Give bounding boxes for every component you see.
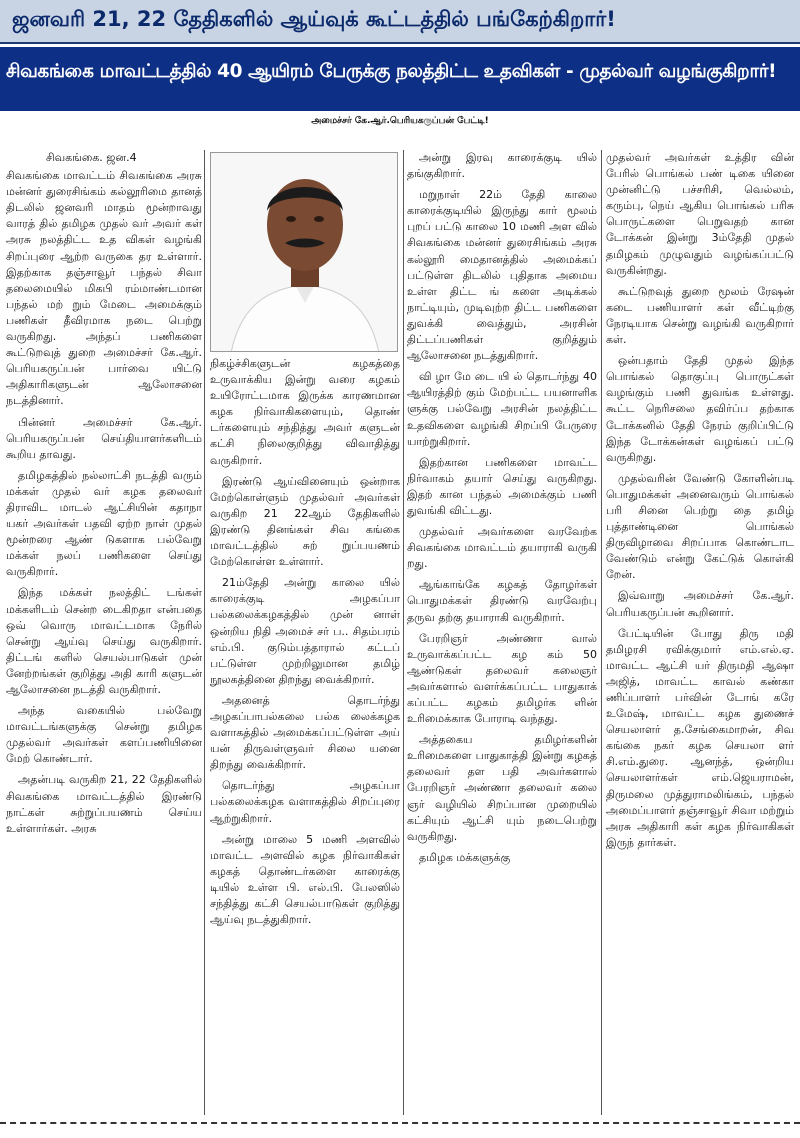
article-column-2 xyxy=(210,356,400,1116)
paragraph: இவ்வாறு அமைச்சர் கே.ஆர். பெரியகருப்பன் கூறினார். xyxy=(606,589,794,619)
paragraph: நிகழ்ச்சிகளுடன் கழகத்தை உருவாக்கிய இன்று வரை கழகம் உயிரோட்டமாக இருக்க காரணமான கழக நிர்வாகிகளையும், தொண் டர்களையும் சந்தித்து அவர் களுடன் கட்சி நிலைகுறித்து விவாதித்து வருகிறார். xyxy=(210,357,400,467)
paragraph: தமிழகத்தில் நல்லாட்சி நடத்தி வரும் மக்கள் முதல் வர் கழக தலைவர் திராவிட மாடல் ஆட்சியின் கதாநா யகர் அவர்கள் பதவி ஏற்ற நாள் முதல் மூன்றரை ஆண் டுகளாக பல்வேறு மக்கள் நலப் பணிகளை செய்து வருகிறார். xyxy=(6,468,202,579)
subheadline: அமைச்சர் கே.ஆர்.பெரியகருப்பன் பேட்டி! xyxy=(311,116,489,126)
kicker-banner xyxy=(0,0,800,44)
paragraph: பேட்டியின் போது திரு மதி தமிழரசி ரவிக்குமார் எம்.எல்.ஏ. மாவட்ட ஆட்சி யர் திருமதி ஆஷா அஜித், மாவட்ட காவல் கண்கா ணிப்பாளர் பர்வின் டோங் கரே உமேஷ், மாவட்ட கழக துணைச் செயலாளர் த.சேங்கைமாறன், சிவ கங்கை நகர் கழக செயலா ளர் சி.எம்.துரை. ஆனந்த், ஒன்றிய செயலாளர்கள் எம்.ஜெயராமன், திருமலை முத்துராமலிங்கம், பந்தல் அமைப்பாளர் தஞ்சாவூர் சிவா மற்றும் அரசு அதிகாரி கள் கழக நிர்வாகிகள் இருந் தார்கள். xyxy=(606,626,794,849)
paragraph: அன்று இரவு காரைக்குடி யில் தங்குகிறார். xyxy=(407,151,597,181)
column-rule xyxy=(403,150,404,1115)
portrait-image xyxy=(211,153,398,352)
paragraph: இதற்கான பணிகளை மாவட்ட நிர்வாகம் தயார் செய்து வருகிறது. இதற் கான பந்தல் அமைக்கும் பணி துவங்கி விட்டது. xyxy=(407,455,597,517)
kicker-text: ஜனவரி 21, 22 தேதிகளில் ஆய்வுக் கூட்டத்தில் பங்கேற்கிறார்! xyxy=(12,7,616,31)
paragraph: இரண்டு ஆய்வினையும் ஒன்றாக மேற்கொள்ளும் முதல்வர் அவர்கள் வருகிற 21 22ஆம் தேதிகளில் இரண்டு தினங்கள் சிவ கங்கை மாவட்டத்தில் சுற் றுப்பயணம் மேற்கொள்ள உள்ளார். xyxy=(210,474,400,569)
article-column-1 xyxy=(6,150,202,1115)
column-rule xyxy=(204,150,205,1115)
paragraph: அன்று மாலை 5 மணி அளவில் மாவட்ட அளவில் கழக நிர்வாகிகள் கழகத் தொண்டர்களை காரைக்கு டியில் உள்ள பி. எல்.பி. பேலஸில் சந்தித்து கட்சி செயல்பாடுகள் குறித்து ஆய்வு நடத்துகிறார். xyxy=(210,832,400,927)
paragraph: வி ழா மே டை யி ல் தொடர்ந்து 40 ஆயிரத்திற் கும் மேற்பட்ட பயனாளிக ளுக்கு பல்வேறு அரசின் நலத்திட்ட உதவிகளை வழங்கி சிறப்பி பேருரை யாற்றுகிறார். xyxy=(407,370,597,448)
paragraph: அதன்படி வருகிற 21, 22 தேதிகளில் சிவகங்கை மாவட்டத்தில் இரண்டு நாட்கள் சுற்றுப்பயணம் செய்ய உள்ளார்கள். அரசு xyxy=(6,773,202,835)
headline-text: சிவகங்கை மாவட்டத்தில் 40 ஆயிரம் பேருக்கு நலத்திட்ட உதவிகள் - முதல்வர் வழங்குகிறார்! xyxy=(6,61,777,82)
paragraph: தமிழக மக்களுக்கு xyxy=(419,850,511,864)
paragraph: அந்த வகையில் பல்வேறு மாவட்டங்களுக்கு சென்று தமிழக முதல்வர் அவர்கள் களப்பணியினை மேற் கொண்டார். xyxy=(6,704,202,766)
paragraph: முதல்வர் அவர்கள் உத்திர வின் பேரில் பொங்கல் பண் டிகை யினை முன்னிட்டு பச்சரிசி, வெல்லம், கரும்பு, நெய் ஆகிய பொங்கல் பரிசு பொருட்களை பெறுவதற் கான டோக்கன் இன்று 3ம்தேதி முதல் தமிழகம் முழுவதும் வழங்கப்பட்டு வருகின்றது. xyxy=(606,151,794,277)
paragraph: முதல்வர் அவர்களை வரவேற்க சிவகங்கை மாவட்டம் தயாராகி வருகி றது. xyxy=(407,525,597,571)
paragraph: மறுநாள் 22ம் தேதி காலை காரைக்குடியில் இருந்து கார் மூலம் புறப் பட்டு காலை 10 மணி அள வில் சிவகங்கை மன்னர் துரைசிங்கம் அரசு கல்லூரி மைதானத்தில் அமைக்கப் பட்டுள்ள திடலில் புதிதாக அமைய உள்ள திட்ட ங் களை அடிக்கல் நாட்டியும், முடிவுற்ற திட்ட பணிகளை துவக்கி வைத்தும், அரசின் திட்டப்பணிகள் குறித்தும் ஆலோசனை நடத்துகிறார். xyxy=(407,188,597,363)
dateline: சிவகங்கை. ஜன.4 xyxy=(46,151,137,164)
paragraph: பேரறிஞர் அண்ணா வால் உருவாக்கப்பட்ட கழ கம் 50 ஆண்டுகள் தலைவர் கலைஞர் அவர்களால் வளர்க்கப்பட்ட பாதுகாக் கப்பட்ட கழகம் தமிழர்க ளின் உரிமைக்காக போராடி வந்தது. xyxy=(407,631,597,726)
article-column-3 xyxy=(407,150,597,1115)
paragraph: முதல்வரின் வேண்டு கோளின்படி பொதுமக்கள் அனைவரும் பொங்கல் பரி சினை பெற்று தை தமிழ் புத்தாண்டினை பொங்கல் திருவிழாவை சிறப்பாக கொண்டாட வேண்டும் என்று கேட்டுக் கொள்கி றேன். xyxy=(606,471,794,582)
paragraph: பின்னர் அமைச்சர் கே.ஆர். பெரியகருப்பன் செய்தியாளர்களிடம் கூறிய தாவது. xyxy=(6,415,202,461)
paragraph: ஆங்காங்கே கழகத் தோழர்கள் பொதுமக்கள் திரண்டு வரவேற்பு தருவ தற்கு தயாராகி வருகிறார். xyxy=(407,578,597,624)
paragraph: அதனைத் தொடர்ந்து அழகப்பாபல்கலை பல்க லைக்கழக வளாகத்தில் அமைக்கப்பட்டுள்ள அய் யன் திருவள்ளுவர் சிலை யனை திறந்து வைக்கிறார். xyxy=(210,693,400,772)
paragraph: ஒன்பதாம் தேதி முதல் இந்த பொங்கல் தொகுப்பு பொருட்கள் வழங்கும் பணி துவங்க உள்ளது. கூட்ட நெரிசலை தவிர்ப்ப தற்காக டோக்கனில் தேதி நேரம் குறிப்பிட்டு இந்த டோக்கன்கள் வழங்கப் பட்டு வருகிறது. xyxy=(606,354,794,464)
cut-line xyxy=(0,1122,800,1124)
article-column-4 xyxy=(606,150,794,1115)
paragraph: தொடர்ந்து அழகப்பா பல்கலைக்கழக வளாகத்தில் சிறப்புரை ஆற்றுகிறார். xyxy=(210,779,400,825)
paragraph: 21ம்தேதி அன்று காலை யில் காரைக்குடி அழகப்பா பல்கலைக்கழகத்தில் முன் னாள் ஒன்றிய நிதி அமைச் சர் ப.. சிதம்பரம் எம்.பி. குடும்பத்தாரால் கட்டப் பட்டுள்ள முற்றிலுமான தமிழ் நூலகத்தினை திறந்து வைக்கிறார். xyxy=(210,576,400,686)
paragraph: கூட்டுறவுத் துறை மூலம் ரேஷன் கடை பணியாளர் கள் வீட்டிற்கு நேரடியாக சென்று வழங்கி வருகிறார் கள். xyxy=(606,284,794,347)
paragraph: இந்த மக்கள் நலத்திட் டங்கள் மக்களிடம் சென்ற டைகிறதா என்பதை ஒவ் வொரு மாவட்டமாக நேரில் சென்று ஆய்வு செய்து வருகிறார். திட்டங் களில் செயல்பாடுகள் முன் னேற்றங்கள் குறித்து அதி காரி களுடன் ஆலோசனை நடத்தி வருகிறார். xyxy=(6,586,202,696)
paragraph: சிவகங்கை மாவட்டம் சிவகங்கை அரசு மன்னர் துரைசிங்கம் கல்லூரிமை தானத் திடலில் ஜனவரி மாதம் மூன்றாவது வாரத் தில் தமிழக முதல் வர் அவர் கள் அரசு நலத்திட்ட உத விகள் வழங்கி சிறப்புரை ஆற்ற வருகை தர உள்ளார். இதற்காக தஞ்சாவூர் பந்தல் சிவா தலைமையில் மிகபி ரம்மாண்டமான பந்தல் மற் றும் மேடை அமைக்கும் பணிகள் தீவிரமாக நடை பெற்று வருகிறது. அந்தப் பணிகளை கூட்டுறவுத் துறை அமைச்சர் கே.ஆர். பெரியகருப்பன் பார்வை யிட்டு அதிகாரிகளுடன் ஆலோசனை நடத்தினார். xyxy=(6,169,202,408)
paragraph: அத்தகைய தமிழர்களின் உரிமைகளை பாதுகாத்தி இன்று கழகத் தலைவர் தள பதி அவர்களால் பேரறிஞர் அண்ணா தலைவர் கலை ஞர் வழியில் சிறப்பான முறையில் கட்சியும் ஆட்சி யும் நடைபெற்று வருகிறது. xyxy=(407,733,597,843)
headline-banner xyxy=(0,47,800,111)
minister-photo xyxy=(210,152,398,352)
column-rule xyxy=(601,150,602,1115)
